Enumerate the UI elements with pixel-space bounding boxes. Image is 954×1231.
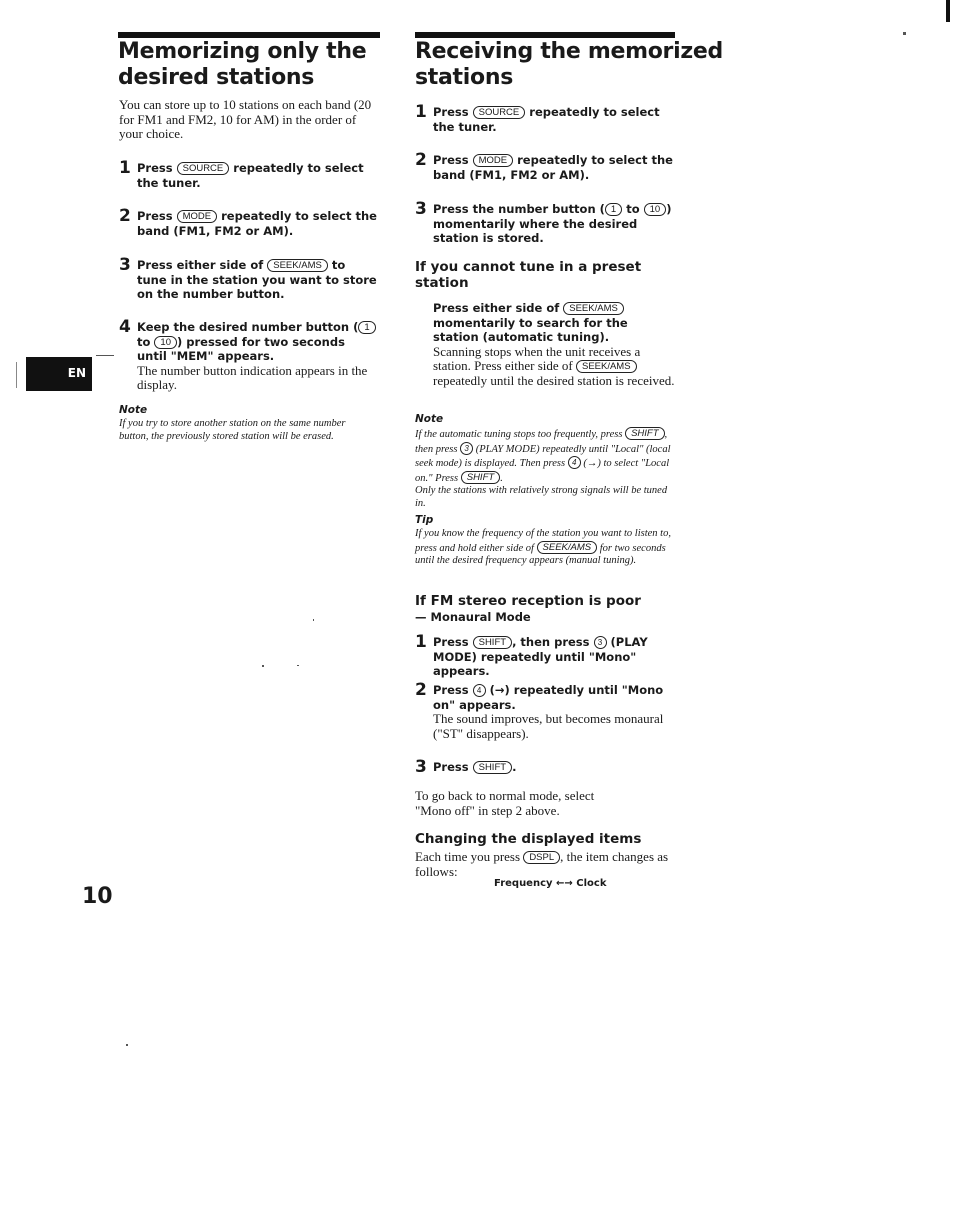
left-step-1: 1 Press SOURCE repeatedly to select the tuner. [119,158,364,190]
back-to-normal-text: To go back to normal mode, select "Mono off" in step 2 above. [415,788,595,818]
step-number: 3 [415,757,427,777]
step-number: 1 [119,158,131,178]
step-number: 1 [415,102,427,122]
right-note-text: If the automatic tuning stops too frequently, press SHIFT , then press 3 (PLAY MODE) repeatedly until "Local" (local seek mode) is displayed. Then press 4 (→) to select "Local on." Press SHIFT . Only the stations with relatively strong signals will be tuned in. [415,428,671,509]
left-title-rule [118,32,380,38]
seek-ams-key: SEEK/AMS [267,259,328,272]
left-step-2: 2 Press MODE repeatedly to select the band (FM1, FM2 or AM). [119,206,377,238]
left-step-3: 3 Press either side of SEEK/AMS to tune in the station you want to store on the number button. [119,255,377,301]
right-step-1: 1 Press SOURCE repeatedly to select the tuner. [415,102,660,134]
left-note-text: If you try to store another station on the same number button, the previously stored station will be erased. [119,418,346,442]
step-number: 2 [119,206,131,226]
button-3: 3 [460,442,473,455]
step-number: 3 [415,199,427,219]
tip-title: Tip [415,514,434,526]
page-number: 10 [82,884,113,909]
preset-heading: If you cannot tune in a preset station [415,259,642,291]
right-note-title: Note [415,413,444,425]
right-section-title: Receiving the memorized stations [415,39,723,90]
step-number: 2 [415,680,427,700]
button-4: 4 [568,456,581,469]
left-step-4: 4 Keep the desired number button ( 1 to 10 ) pressed for two seconds until "MEM" appears. The number button indication appears in the display. [119,320,377,393]
number-key-1: 1 [605,203,622,216]
left-note-title: Note [119,404,148,416]
button-4: 4 [473,684,486,697]
tip-text: If you know the frequency of the station you want to listen to, press and hold either side of SEEK/AMS for two seconds until the desired frequency appears (manual tuning). [415,528,671,566]
source-key: SOURCE [473,106,526,119]
step-subtext: The number button indication appears in the display. [137,362,368,392]
mode-key: MODE [473,154,514,167]
frequency-clock: Frequency ←→ Clock [494,878,607,889]
fm-step-1: 1 Press SHIFT , then press 3 (PLAY MODE) repeatedly until "Mono" appears. [415,632,648,678]
preset-body: Press either side of SEEK/AMS momentarily to search for the station (automatic tuning). Scanning stops when the unit receives a station. Press either side of SEEK/AMS repeatedly until the desired station is received. [433,301,675,388]
fm-subheading: — Monaural Mode [415,610,531,624]
right-step-3: 3 Press the number button ( 1 to 10 ) momentarily where the desired station is stored. [415,199,672,245]
shift-key: SHIFT [461,471,500,484]
seek-ams-key: SEEK/AMS [563,302,624,315]
display-heading: Changing the displayed items [415,831,642,847]
seek-ams-key: SEEK/AMS [576,360,637,373]
shift-key: SHIFT [473,761,512,774]
right-step-2: 2 Press MODE repeatedly to select the band (FM1, FM2 or AM). [415,150,673,182]
step-number: 4 [119,317,131,337]
fm-step-3: 3 Press SHIFT . [415,757,517,777]
left-intro: You can store up to 10 stations on each band (20 for FM1 and FM2, 10 for AM) in the order of your choice. [119,97,372,141]
mode-key: MODE [177,210,218,223]
source-key: SOURCE [177,162,230,175]
right-title-rule [415,32,675,38]
shift-key: SHIFT [625,427,664,440]
number-key-10: 10 [154,336,177,349]
button-3: 3 [594,636,607,649]
number-key-1: 1 [358,321,375,334]
seek-ams-key: SEEK/AMS [537,541,598,554]
step-number: 2 [415,150,427,170]
shift-key: SHIFT [473,636,512,649]
dspl-key: DSPL [523,851,560,864]
display-text: Each time you press DSPL , the item changes as follows: [415,849,669,879]
step-number: 1 [415,632,427,652]
step-number: 3 [119,255,131,275]
number-key-10: 10 [644,203,667,216]
language-tab: EN [26,357,92,391]
left-section-title: Memorizing only the desired stations [118,39,367,90]
fm-heading: If FM stereo reception is poor [415,593,641,609]
fm-step-2: 2 Press 4 (→) repeatedly until "Mono on" appears. The sound improves, but becomes monaural ("ST" disappears). [415,683,677,741]
step-subtext: The sound improves, but becomes monaural ("ST" disappears). [433,711,664,741]
